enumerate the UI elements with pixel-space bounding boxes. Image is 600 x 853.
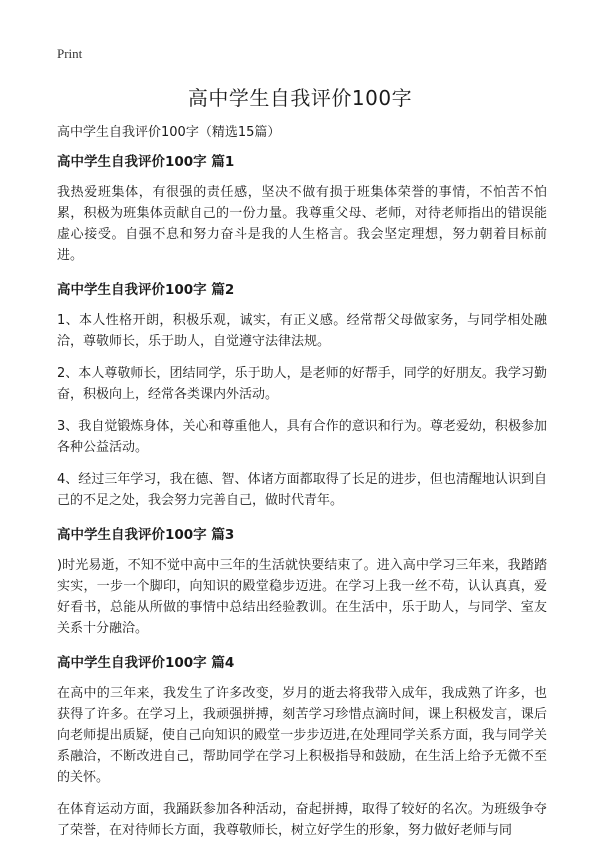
section-heading: 高中学生自我评价100字 篇1 xyxy=(57,154,235,170)
section-heading: 高中学生自我评价100字 篇4 xyxy=(57,655,235,671)
section-1 xyxy=(57,150,547,266)
section-heading: 高中学生自我评价100字 篇3 xyxy=(57,527,235,543)
section-paragraph: 2、本人尊敬师长，团结同学，乐于助人，是老师的好帮手，同学的好朋友。我学习勤奋，积极向上，经常各类课内外活动。 xyxy=(57,366,547,402)
section-3 xyxy=(57,523,547,639)
section-paragraph: 我热爱班集体，有很强的责任感，坚决不做有损于班集体荣誉的事情，不怕苦不怕累，积极为班集体贡献自己的一份力量。我尊重父母、老师，对待老师指出的错误能虚心接受。自强不息和努力奋斗是我的人生格言。我会坚定理想，努力朝着目标前进。 xyxy=(57,185,547,263)
document-subtitle: 高中学生自我评价100字（精选15篇） xyxy=(57,125,281,140)
print-link[interactable]: Print xyxy=(57,46,83,61)
section-paragraph: 3、我自觉锻炼身体，关心和尊重他人，具有合作的意识和行为。尊老爱幼，积极参加各种公益活动。 xyxy=(57,419,547,455)
section-4 xyxy=(57,651,547,841)
section-heading: 高中学生自我评价100字 篇2 xyxy=(57,282,235,298)
section-paragraph: 在体育运动方面，我踊跃参加各种活动，奋起拼搏，取得了较好的名次。为班级争夺了荣誉，在对待师长方面，我尊敬师长，树立好学生的形象，努力做好老师与同 xyxy=(57,802,547,838)
document-body xyxy=(57,150,547,853)
section-paragraph: 1、本人性格开朗，积极乐观，诚实，有正义感。经常帮父母做家务，与同学相处融洽，尊敬师长，乐于助人，自觉遵守法律法规。 xyxy=(57,313,547,349)
section-paragraph: )时光易逝，不知不觉中高中三年的生活就快要结束了。进入高中学习三年来，我踏踏实实，一步一个脚印，向知识的殿堂稳步迈进。在学习上我一丝不苟，认认真真，爱好看书，总能从所做的事情中总结出经验教训。在生活中，乐于助人，与同学、室友关系十分融洽。 xyxy=(57,558,547,636)
section-paragraph: 在高中的三年来，我发生了许多改变，岁月的逝去将我带入成年，我成熟了许多，也获得了许多。在学习上，我顽强拼搏，刻苦学习珍惜点滴时间，课上积极发言，课后向老师提出质疑，使自己向知识的殿堂一步步迈进,在处理同学关系方面，我与同学关系融洽，不断改进自己，帮助同学在学习上积极指导和鼓励，在生活上给予无微不至的关怀。 xyxy=(57,686,547,785)
section-2 xyxy=(57,278,547,511)
section-paragraph: 4、经过三年学习，我在德、智、体诸方面都取得了长足的进步，但也清醒地认识到自己的不足之处，我会努力完善自己，做时代青年。 xyxy=(57,472,547,508)
page-title: 高中学生自我评价100字 xyxy=(187,86,413,110)
